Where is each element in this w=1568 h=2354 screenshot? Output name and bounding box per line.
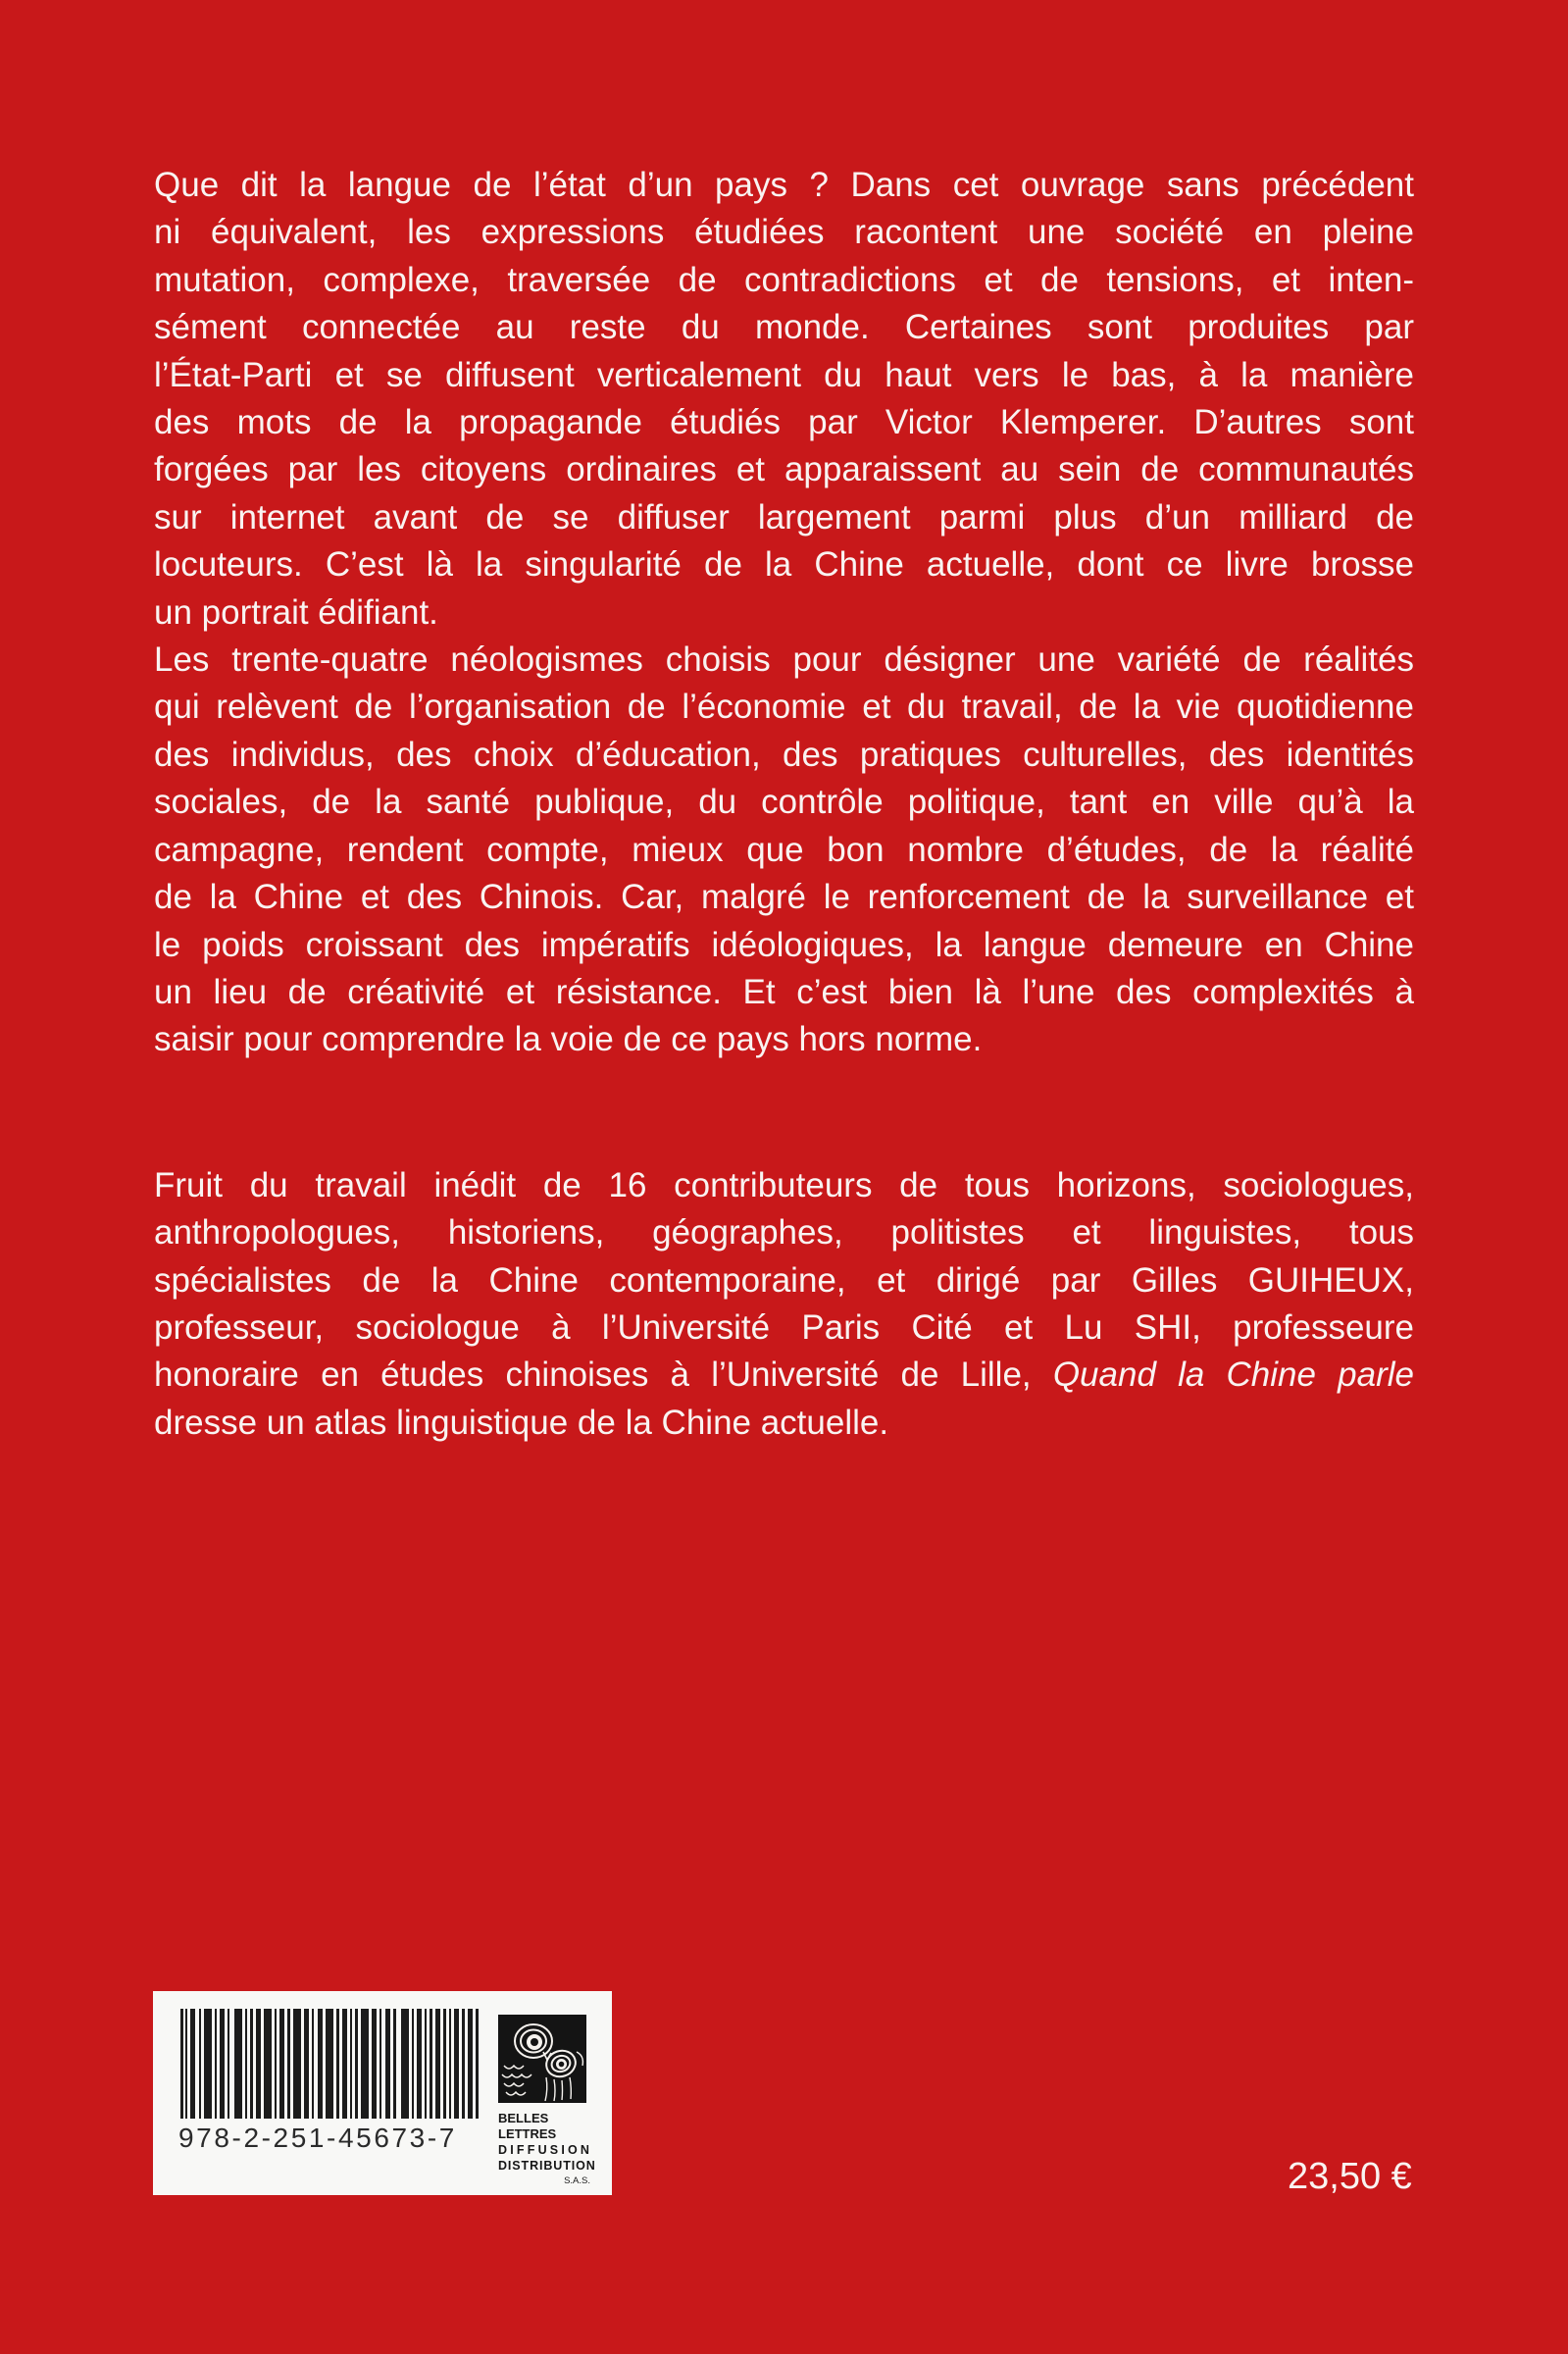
text-line: sociales, de la santé publique, du contrôle politique, tant en ville qu’à la <box>154 783 1414 822</box>
text-line: ni équivalent, les expressions étudiées racontent une société en pleine <box>154 213 1414 252</box>
text-line: des individus, des choix d’éducation, des pratiques culturelles, des identités <box>154 735 1414 774</box>
text-line: Fruit du travail inédit de 16 contributeurs de tous horizons, sociologues, <box>154 1165 1414 1204</box>
text-line: spécialistes de la Chine contemporaine, et dirigé par Gilles GUIHEUX, <box>154 1260 1414 1300</box>
text-segment: honoraire en études chinoises à l’Université de Lille, <box>154 1356 1032 1395</box>
text-line: sur internet avant de se diffuser largement parmi plus d’un milliard de <box>154 497 1414 537</box>
text-line: campagne, rendent compte, mieux que bon nombre d’études, de la réalité <box>154 830 1414 869</box>
synopsis-text-block <box>154 162 1414 1447</box>
distributor-sas-label: S.A.S. <box>564 2175 590 2186</box>
ean-barcode <box>180 2009 480 2119</box>
text-line: mutation, complexe, traversée de contradictions et de tensions, et inten- <box>154 260 1414 299</box>
text-line: professeur, sociologue à l’Université Paris Cité et Lu SHI, professeure <box>154 1307 1414 1347</box>
distributor-diffusion-label: DIFFUSION <box>498 2143 593 2157</box>
synopsis-paragraph-3 <box>154 1162 1414 1447</box>
text-line: sément connectée au reste du monde. Certaines sont produites par <box>154 308 1414 347</box>
text-line: forgées par les citoyens ordinaires et apparaissent au sein de communautés <box>154 450 1414 489</box>
text-line: un portrait édifiant. <box>154 592 438 632</box>
text-line: saisir pour comprendre la voie de ce pays hors norme. <box>154 1020 983 1059</box>
text-line: de la Chine et des Chinois. Car, malgré le renforcement de la surveillance et <box>154 878 1414 917</box>
text-line: Les trente-quatre néologismes choisis pour désigner une variété de réalités <box>154 640 1414 680</box>
distributor-block <box>498 2015 596 2187</box>
synopsis-paragraph-1 <box>154 162 1414 637</box>
barcode-panel <box>153 1991 612 2195</box>
text-line-with-book-title <box>154 1352 1414 1399</box>
text-line: locuteurs. C’est là la singularité de la Chine actuelle, dont ce livre brosse <box>154 545 1414 585</box>
book-title-italic: Quand la Chine parle <box>1052 1356 1414 1395</box>
text-line: dresse un atlas linguistique de la Chine actuelle. <box>154 1403 889 1442</box>
text-line: l’État-Parti et se diffusent verticalement du haut vers le bas, à la manière <box>154 355 1414 394</box>
text-line: des mots de la propagande étudiés par Victor Klemperer. D’autres sont <box>154 403 1414 442</box>
isbn-number: 978-2-251-45673-7 <box>178 2123 457 2153</box>
distributor-name: BELLES LETTRES <box>498 2111 557 2141</box>
belles-lettres-owl-logo <box>498 2015 586 2103</box>
text-line: qui relèvent de l’organisation de l’économie et du travail, de la vie quotidienne <box>154 688 1414 727</box>
text-line: anthropologues, historiens, géographes, politistes et linguistes, tous <box>154 1213 1414 1253</box>
text-line: un lieu de créativité et résistance. Et c’est bien là l’une des complexités à <box>154 972 1414 1011</box>
distributor-distribution-label: DISTRIBUTION <box>498 2159 596 2173</box>
text-line: Que dit la langue de l’état d’un pays ? Dans cet ouvrage sans précédent <box>154 166 1414 204</box>
price-label: 23,50 € <box>1288 2156 1412 2197</box>
synopsis-paragraph-2 <box>154 637 1414 1064</box>
text-line: le poids croissant des impératifs idéologiques, la langue demeure en Chine <box>154 925 1414 964</box>
